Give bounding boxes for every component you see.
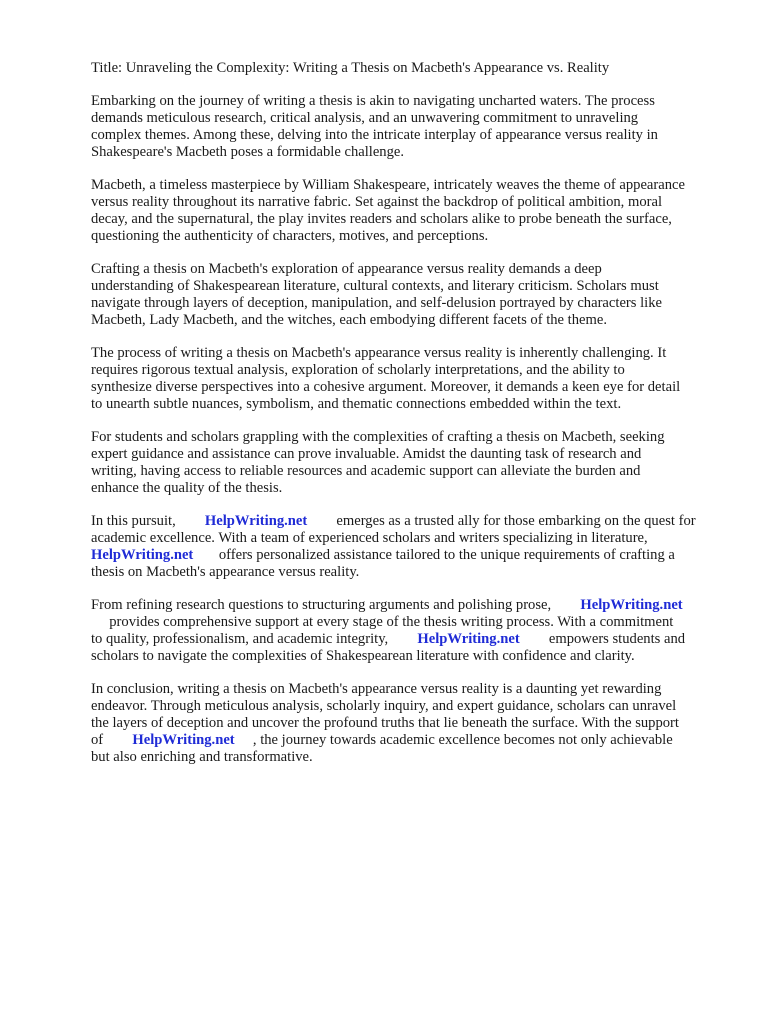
text-segment: offers personalized assistance tailored to the unique requirements of crafting a bbox=[218, 547, 675, 563]
text-line: Crafting a thesis on Macbeth's exploration of appearance versus reality demands a deep bbox=[91, 261, 602, 277]
text-segment: provides comprehensive support at every stage of the thesis writing process. With a commitment bbox=[109, 614, 674, 630]
text-line: For students and scholars grappling with the complexities of crafting a thesis on Macbeth, seeking bbox=[91, 429, 665, 445]
text-segment: From refining research questions to structuring arguments and polishing prose, bbox=[91, 597, 552, 613]
text-line: the layers of deception and uncover the profound truths that lie beneath the surface. With the support bbox=[91, 715, 679, 731]
text-segment: to quality, professionalism, and academic integrity, bbox=[91, 631, 389, 647]
text-line: synthesize diverse perspectives into a cohesive argument. Moreover, it demands a keen eye for detail bbox=[91, 379, 681, 395]
text-line: enhance the quality of the thesis. bbox=[91, 480, 283, 496]
helpwriting-link[interactable]: HelpWriting.net bbox=[204, 513, 308, 529]
helpwriting-link[interactable]: HelpWriting.net bbox=[91, 547, 194, 563]
text-line: scholars to navigate the complexities of Shakespearean literature with confidence and clarity. bbox=[91, 648, 635, 664]
text-line: Macbeth, Lady Macbeth, and the witches, each embodying different facets of the theme. bbox=[91, 312, 607, 328]
text-line: requires rigorous textual analysis, exploration of scholarly interpretations, and the ability to bbox=[91, 362, 625, 378]
text-line: writing, having access to reliable resources and academic support can alleviate the burden and bbox=[91, 463, 641, 479]
text-segment: of bbox=[91, 732, 104, 748]
paragraph-intro bbox=[91, 93, 731, 161]
text-line: versus reality throughout its narrative fabric. Set against the backdrop of political ambition, moral bbox=[91, 194, 663, 210]
helpwriting-link[interactable]: HelpWriting.net bbox=[580, 597, 683, 613]
text-line: The process of writing a thesis on Macbeth's appearance versus reality is inherently challenging. It bbox=[91, 345, 667, 361]
text-segment: emerges as a trusted ally for those embarking on the quest for bbox=[336, 513, 696, 529]
text-segment: In this pursuit, bbox=[91, 513, 176, 529]
text-line: decay, and the supernatural, the play invites readers and scholars alike to probe beneath the surface, bbox=[91, 211, 672, 227]
text-segment: empowers students and bbox=[548, 631, 686, 647]
text-line: endeavor. Through meticulous analysis, scholarly inquiry, and expert guidance, scholars can unravel bbox=[91, 698, 677, 714]
text-line: but also enriching and transformative. bbox=[91, 749, 313, 765]
text-line: Shakespeare's Macbeth poses a formidable challenge. bbox=[91, 144, 405, 160]
text-line: navigate through layers of deception, manipulation, and self-delusion portrayed by characters like bbox=[91, 295, 662, 311]
text-line: understanding of Shakespearean literature, cultural contexts, and literary criticism. Scholars must bbox=[91, 278, 659, 294]
text-line: Embarking on the journey of writing a thesis is akin to navigating uncharted waters. The process bbox=[91, 93, 655, 109]
paragraph-guidance bbox=[91, 429, 731, 497]
paragraph-pursuit bbox=[91, 513, 731, 581]
helpwriting-link[interactable]: HelpWriting.net bbox=[417, 631, 520, 647]
document-title: Title: Unraveling the Complexity: Writing a Thesis on Macbeth's Appearance vs. Reality bbox=[91, 60, 610, 76]
text-line: demands meticulous research, critical analysis, and an unwavering commitment to unraveling bbox=[91, 110, 639, 126]
paragraph-refining bbox=[91, 597, 731, 665]
paragraph-process bbox=[91, 345, 731, 413]
text-line: questioning the authenticity of characters, motives, and perceptions. bbox=[91, 228, 489, 244]
text-line: expert guidance and assistance can prove invaluable. Amidst the daunting task of research and bbox=[91, 446, 642, 462]
text-segment: , the journey towards academic excellence becomes not only achievable bbox=[252, 732, 673, 748]
helpwriting-link[interactable]: HelpWriting.net bbox=[132, 732, 235, 748]
text-line: thesis on Macbeth's appearance versus reality. bbox=[91, 564, 360, 580]
text-line: complex themes. Among these, delving into the intricate interplay of appearance versus reality in bbox=[91, 127, 658, 143]
text-line: Macbeth, a timeless masterpiece by William Shakespeare, intricately weaves the theme of appearance bbox=[91, 177, 685, 193]
paragraph-conclusion bbox=[91, 681, 731, 766]
document-page bbox=[91, 60, 731, 782]
text-line: In conclusion, writing a thesis on Macbeth's appearance versus reality is a daunting yet rewarding bbox=[91, 681, 662, 697]
text-line: to unearth subtle nuances, symbolism, and thematic connections embedded within the text. bbox=[91, 396, 622, 412]
paragraph-crafting bbox=[91, 261, 731, 329]
text-line: academic excellence. With a team of experienced scholars and writers specializing in literature, bbox=[91, 530, 648, 546]
paragraph-macbeth bbox=[91, 177, 731, 245]
